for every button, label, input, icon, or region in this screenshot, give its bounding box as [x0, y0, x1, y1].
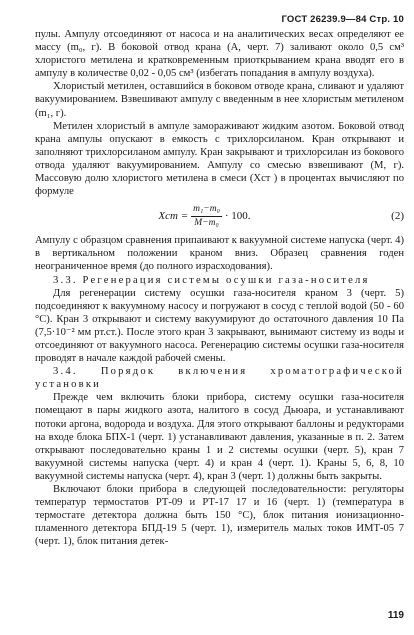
section-3-4-heading: 3.4. Порядок включения хроматографической установки [35, 366, 404, 391]
formula-2 [35, 199, 404, 233]
formula-body [35, 204, 374, 229]
formula-number: (2) [391, 209, 404, 222]
document-page [35, 12, 404, 548]
paragraph-reference-sample: Ампулу с образцом сравнения припаивают к вакуумной системе напуска (черт. 4) в вертикальном положении краном вниз. Образец сравнения годен неограниченное время (до полного израсходования). [35, 235, 404, 273]
formula-numerator: m₁−m₀ [191, 204, 222, 217]
paragraph-freezing: Метилен хлористый в ампуле замораживают жидким азотом. Боковой отвод крана ампулы опускают в емкость с трихлорсиланом. Кран открывают и заполняют трихлорсиланом ампулу. Кран закрывают и трихлорсилан из бокового отвода удаляют вакуумированием. Ампулу со смесью взвешивают (M, г). Массовую долю хлористого метилена в смеси (Xст ) в процентах вычисляют по формуле [35, 120, 404, 198]
formula-fraction [191, 204, 222, 229]
running-header: ГОСТ 26239.9—84 Стр. 10 [281, 14, 404, 25]
section-3-3-text: Для регенерации систему осушки газа-носителя краном 3 (черт. 5) подсоединяют к вакуумному насосу и погружают в сосуд с теплой водой (50 - 60 °С). Кран 3 открывают и систему вакуумируют до остаточного давления 10 Па (7,5·10⁻² мм рт.ст.). После этого кран 3 закрывают, вынимают систему из воды и отсоединяют от вакуумного насоса. Регенерацию системы осушки газа-носителя проводят в начале каждой рабочей смены. [35, 287, 404, 365]
section-3-4-text-1: Прежде чем включить блоки прибора, систему осушки газа-носителя помещают в пары жидкого азота, налитого в сосуд Дьюара, и устанавливают потоки аргона, водорода и воздуха. Для этого открывают баллоны и редукторами на входе блока БПХ-1 (черт. 1) устанавливают давления, указанные в п. 2. Затем открывают последовательно краны 1 и 2 системы осушки (черт. 5), кран 7 вакуумной системы напуска (черт. 4) и кран 4 (черт. 1). Краны 5, 6, 8, 10 вакуумной системы напуска (черт. 4), кран 3 (черт. 1) должны быть закрыты. [35, 392, 404, 482]
body-text [35, 28, 404, 548]
page-number: 119 [387, 610, 404, 621]
section-3-3-heading: 3.3. Регенерация системы осушки газа-носителя [53, 274, 370, 286]
formula-tail: · 100. [224, 209, 251, 222]
formula-denominator: M−m₀ [194, 217, 219, 228]
paragraph-methylene-removal: Хлористый метилен, оставшийся в боковом отводе крана, сливают и удаляют вакуумированием. Взвешивают ампулу с введенным в нее хлористым метиленом (m₁, г). [35, 81, 404, 119]
formula-lhs: Xст = [158, 209, 189, 222]
paragraph-ampoule-weighing: пулы. Ампулу отсоединяют от насоса и на аналитических весах определяют ее массу (m₀, г). В боковой отвод крана (А, черт. 7) заливают около 0,5 см³ хлористого метилена и кратковременным приоткрыванием крана вводят его в ампулу в количестве 0,02 - 0,05 см³ (избегать попадания в ампулу воздуха). [35, 29, 404, 80]
section-3-4-text-2: Включают блоки прибора в следующей последовательности: регуляторы температур термостатов РТ-09 и РТ-17 17 и 16 (черт. 1) (температура в термостате детектора должна быть 150 °С), блок питания ионизационно-пламенного детектора БПД-19 5 (черт. 1), измеритель малых токов ИМТ-05 7 (черт. 1), блок питания детек- [35, 484, 404, 548]
